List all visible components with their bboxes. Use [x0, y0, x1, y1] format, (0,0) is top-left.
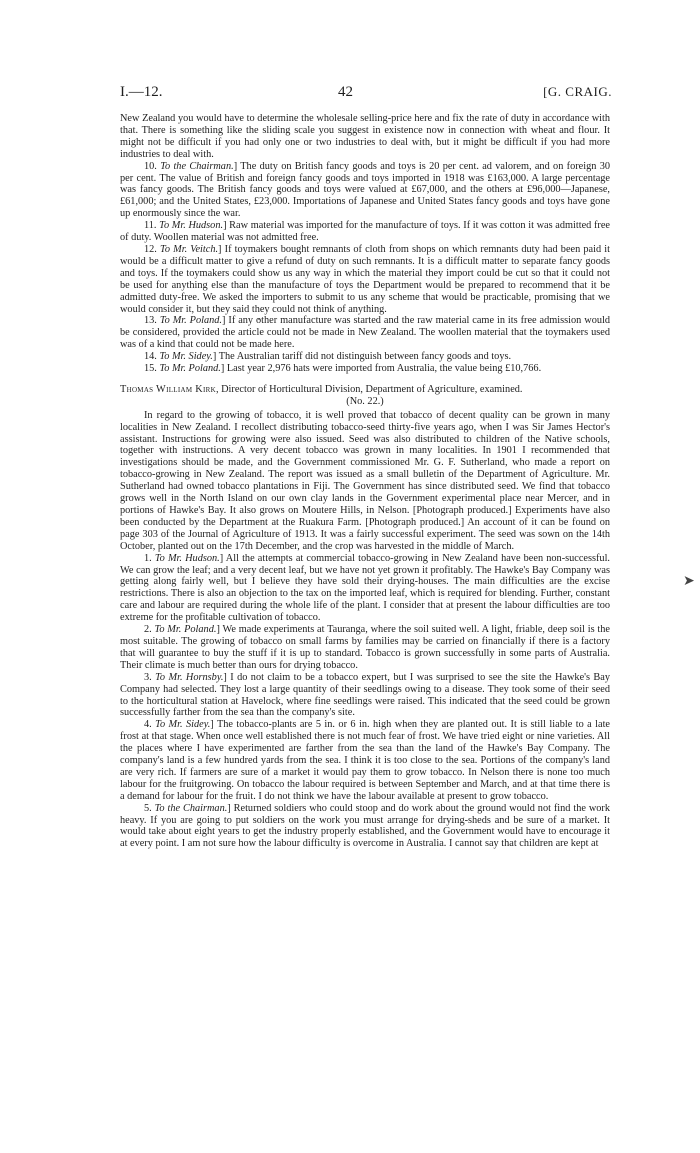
- questioner: To Mr. Poland.: [159, 315, 222, 327]
- witness-name: Thomas William Kirk: [120, 383, 216, 395]
- answer-paragraph: 12. To Mr. Veitch.] If toymakers bought remnants of cloth from shops on which remnants duty had been paid it would be a difficult matter to give a refund of duty on such remnants. It is a difficult matter to separate fancy goods and toys. If the toymakers could show us any way in which the material they import could be cut so that it could not be used for anything else than the manufacture of toys the Department would be prepared to recommend that it be admitted duty-free. We asked the importers to submit to us any scheme that would be practicable, promising that we would consider it, but they said they could not think of anything.: [120, 243, 611, 315]
- questioner: To the Chairman.: [154, 802, 228, 814]
- answer-paragraph: 2. To Mr. Poland.] We made experiments at Tauranga, where the soil suited well. A light, friable, deep soil is the most suitable. The growing of tobacco on small farms by families may be carried on financially if there is a factory that will guarantee to buy the stuff if it is up to standard. Tobacco is grown successfully in some parts of Australia. Their climate is much better than ours for drying tobacco.: [120, 624, 610, 671]
- answer-number: 2.: [144, 624, 152, 636]
- questioner: To Mr. Veitch.: [160, 243, 219, 255]
- answer-paragraph: 3. To Mr. Hornsby.] I do not claim to be a tobacco expert, but I was surprised to see the site the Hawke's Bay Company had selected. They lost a large quantity of their seedlings owing to a disease. They took some of their seed to the horticultural station at Havelock, where fine seedlings were raised. This indicated that the seed could be grown successfully farther from the sea than the company's site.: [120, 671, 610, 719]
- witness-heading: [120, 384, 610, 396]
- questioner: To Mr. Hudson.: [154, 552, 220, 564]
- margin-arrow-icon: ➤: [683, 573, 695, 589]
- witness-description: , Director of Horticultural Division, Department of Agriculture, examined.: [215, 383, 523, 395]
- paper-reference: I.—12.: [120, 84, 163, 100]
- answer-number: 11.: [144, 220, 157, 232]
- statement-text: In regard to the growing of tobacco, it is well proved that tobacco of decent quality can be grown in many localities in New Zealand. I recollect distributing tobacco-seed thirty-five years ago, when I was Sir James Hector's assistant. Instructions for growing were also issued. Seed was also distributed to children of the Native schools, together with instructions. A very decent tobacco was grown in many localities. In 1901 I recommended that investigations should be made, and the Government commissioned Mr. G. F. Sutherland, who made a report on tobacco-growing in New Zealand. The report was issued as a small bulletin of the Department of Agriculture. Mr. Sutherland had owned tobacco plantations in Fiji. The Government has since distributed seed. We find that tobacco grows well in the North Island on our own clay lands in the Government experimental place near Mercer, and in portions of Hawke's Bay. It also grows on Moutere Hills, in Nelson. [Photograph produced.] Experiments have also been conducted by the Department at the Ruakura Farm. [Photograph produced.] An account of it can be found on page 303 of the Journal of Agriculture of 1913. It was a fairly successful experiment. The seed was sown on the 14th October, planted out on the 17th December, and the crop was harvested in the middle of March.: [120, 409, 610, 552]
- questioner: To Mr. Hornsby.: [155, 671, 224, 683]
- paragraph-text: New Zealand you would have to determine the wholesale selling-price here and fix the rate of duty in accordance with that. There is something like the sliding scale you suggest in existence now in connection with wheat and flour. It might not be difficult if you had only one or two industries to deal with, but it might be difficult if you had more industries to deal with.: [120, 113, 610, 160]
- answer-paragraph: 15. To Mr. Poland.] Last year 2,976 hats were imported from Australia, the value being £10,766.: [144, 363, 542, 375]
- answer-number: 14.: [144, 351, 157, 363]
- answer-paragraph: 1. To Mr. Hudson.] All the attempts at commercial tobacco-growing in New Zealand have been non-successful. We can grow the leaf; and a very decent leaf, but we have not yet grown it profitably. The Hawke's Bay Company was getting along fairly well, but I believe they have sold their drying-houses. The main difficulties are the excise restrictions. There is also an objection to the tax on the imported leaf, which is required for blending. Further, constant care and labour are required during the whole life of the plant. I consider that at present the labour difficulties are too extreme for the profitable cultivation of tobacco.: [120, 552, 611, 624]
- answer-text: If any other manufacture was started and the raw material came in its free admission would be considered, provided the article could not be made in New Zealand. The woollen material that the toymakers used was of a kind that could not be made here.: [120, 315, 610, 351]
- statement-paragraph: [120, 410, 610, 553]
- answer-text: Raw material was imported for the manufacture of toys. If it was cotton it was admitted free of duty. Woollen material was not admitted free.: [120, 220, 610, 244]
- answer-paragraph: 11. To Mr. Hudson.] Raw material was imported for the manufacture of toys. If it was cotton it was admitted free of duty. Woollen material was not admitted free.: [120, 220, 610, 244]
- page-number: 42: [338, 84, 353, 100]
- questioner: To Mr. Poland.: [159, 363, 221, 375]
- witness-number: (No. 22.): [346, 395, 384, 407]
- answer-paragraph: 10. To the Chairman.] The duty on British fancy goods and toys is 20 per cent. ad valorem, and on foreign 30 per cent. The value of British and foreign fancy goods and toys imported in 1918 was £163,000. A large percentage was fancy goods. The British fancy goods and toys were valued at £67,000, and the others at £96,000—Japanese, £61,000; and the United States, £23,000. Importations of Japanese and United States fancy goods and toys have gone up enormously since the war.: [120, 160, 611, 220]
- answer-number: 4.: [144, 719, 152, 731]
- answer-text: The Australian tariff did not distinguish between fancy goods and toys.: [218, 351, 512, 363]
- questioner: To Mr. Sidey.: [155, 719, 211, 731]
- answer-number: 15.: [144, 363, 157, 375]
- answer-number: 13.: [144, 315, 157, 327]
- answer-text: I do not claim to be a tobacco expert, but I was surprised to see the site the Hawke's Bay Company had selected. They lost a large quantity of their seedlings owing to a disease. They took some of their seed to the horticultural station at Havelock, where fine seedlings were raised. This indicated that the seed could be grown successfully farther from the sea than the company's site.: [120, 671, 610, 719]
- answer-text: The duty on British fancy goods and toys is 20 per cent. ad valorem, and on foreign 30 per cent. The value of British and foreign fancy goods and toys imported in 1918 was £163,000. A large percentage was fancy goods. The British fancy goods and toys were valued at £67,000, and the others at £96,000—Japanese, £61,000; and the United States, £23,000. Importations of Japanese and United States fancy goods and toys have gone up enormously since the war.: [120, 160, 611, 220]
- answer-number: 1.: [144, 552, 152, 564]
- answer-paragraph: 5. To the Chairman.] Returned soldiers who could stoop and do work about the ground would not find the work heavy. If you are going to put soldiers on the work you must arrange for drying-sheds and be sure of a market. It would take about eight years to get the industry properly established, and the Government would have to encourage it at every point. I am not sure how the labour difficulty is overcome in Australia. I cannot say that children are kept at: [120, 802, 610, 850]
- paragraph: [120, 113, 610, 161]
- questioner: To Mr. Sidey.: [159, 351, 213, 363]
- page-header: [120, 84, 610, 104]
- answer-number: 3.: [144, 671, 152, 683]
- answer-paragraph: 13. To Mr. Poland.] If any other manufacture was started and the raw material came in its free admission would be considered, provided the article could not be made in New Zealand. The woollen material that the toymakers used was of a kind that could not be made here.: [120, 315, 610, 351]
- witness-running-head: [G. CRAIG.: [543, 84, 612, 99]
- answer-text: All the attempts at commercial tobacco-growing in New Zealand have been non-successful. We can grow the leaf; and a very decent leaf, but we have not yet grown it profitably. The Hawke's Bay Company was getting along fairly well, but I believe they have sold their drying-houses. The main difficulties are the excise restrictions. There is also an objection to the tax on the imported leaf, which is required for blending. Further, constant care and labour are required during the whole life of the plant. I consider that at present the labour difficulties are too extreme for the profitable cultivation of tobacco.: [120, 552, 611, 624]
- answer-text: Last year 2,976 hats were imported from Australia, the value being £10,766.: [226, 363, 542, 375]
- answer-text: We made experiments at Tauranga, where the soil suited well. A light, friable, deep soil is the most suitable. The growing of tobacco on small farms by families may be carried on financially if there is a factory that will guarantee to buy the stuff if it is up to standard. Tobacco is grown successfully in some parts of Australia. Their climate is much better than ours for drying tobacco.: [120, 624, 610, 671]
- answer-paragraph: 4. To Mr. Sidey.] The tobacco-plants are 5 in. or 6 in. high when they are planted out. It is still liable to a late frost at that stage. When once well established there is not much fear of frost. We have tried eight or nine varieties. All the places where I have experimented are farther from the sea than the land of the Hawke's Bay Company. The company's land is a few hundred yards from the sea. I think it is too close to the sea. Portions of the company's land are very rich. If farmers are sure of a market it would pay them to grow tobacco. In Nelson there is none too much labour for the fruitgrowing. On tobacco the labour required is between September and March, and at that time there is a demand for labour for the fruit. I do not think we have the labour available at present to grow tobacco.: [120, 719, 610, 802]
- answer-number: 10.: [144, 160, 157, 172]
- questioner: To the Chairman.: [160, 160, 234, 172]
- answer-number: 5.: [144, 802, 152, 814]
- page-body: [120, 113, 610, 850]
- questioner: To Mr. Poland.: [154, 624, 217, 636]
- answer-number: 12.: [144, 243, 157, 255]
- answer-paragraph: 14. To Mr. Sidey.] The Australian tariff did not distinguish between fancy goods and toys.: [144, 351, 512, 363]
- answer-text: If toymakers bought remnants of cloth from shops on which remnants duty had been paid it would be a difficult matter to give a refund of duty on such remnants. It is a difficult matter to separate fancy goods and toys. If the toymakers could show us any way in which the material they import could be cut so that it could not be used for anything else than the manufacture of toys the Department would be prepared to recommend that it be admitted duty-free. We asked the importers to submit to us any scheme that would be practicable, promising that we would consider it, but they said they could not think of anything.: [120, 243, 611, 315]
- answer-text: The tobacco-plants are 5 in. or 6 in. high when they are planted out. It is still liable to a late frost at that stage. When once well established there is not much fear of frost. We have tried eight or nine varieties. All the places where I have experimented are farther from the sea than the land of the Hawke's Bay Company. The company's land is a few hundred yards from the sea. I think it is too close to the sea. Portions of the company's land are very rich. If farmers are sure of a market it would pay them to grow tobacco. In Nelson there is none too much labour for the fruitgrowing. On tobacco the labour required is between September and March, and at that time there is a demand for labour for the fruit. I do not think we have the labour available at present to grow tobacco.: [120, 719, 610, 802]
- questioner: To Mr. Hudson.: [159, 220, 224, 232]
- answer-text: Returned soldiers who could stoop and do work about the ground would not find the work heavy. If you are going to put soldiers on the work you must arrange for drying-sheds and be sure of a market. It would take about eight years to get the industry properly established, and the Government would have to encourage it at every point. I am not sure how the labour difficulty is overcome in Australia. I cannot say that children are kept at: [120, 802, 610, 850]
